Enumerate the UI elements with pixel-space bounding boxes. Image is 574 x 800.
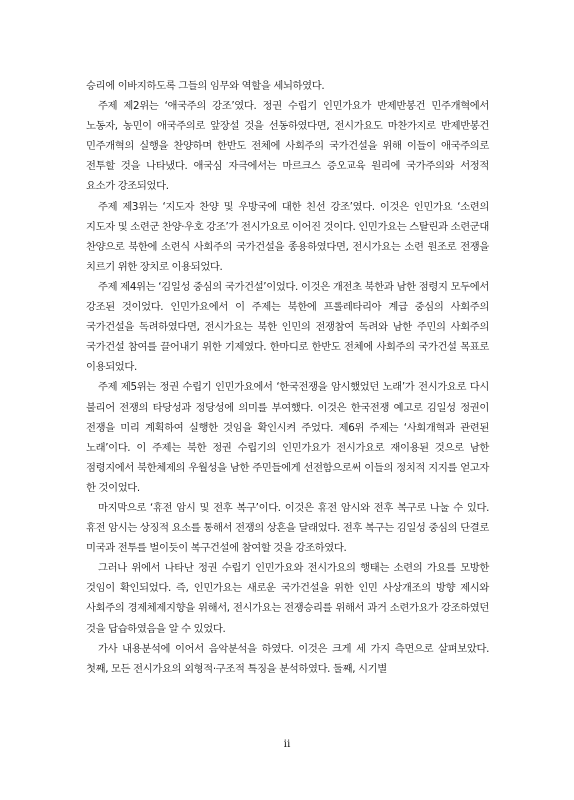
paragraph-theme-4: 주제 제4위는 ‘김일성 중심의 국가건설’이었다. 이것은 개전초 북한과 남한 점령지 모두에서 강조된 것이었다. 인민가요에서 이 주제는 북한에 프롤레타리아 계급 중심의 사회주의 국가건설을 독려하였다면, 전시가요는 북한 인민의 전쟁참여 독려와 남한 주민의 사회주의 국가건설 참여를 끌어내기 위한 기제였다. 한마디로 한반도 전체에 사회주의 국가건설 목표로 이용되었다.: [86, 280, 489, 374]
paragraph-final-theme: 마지막으로 ‘휴전 암시 및 전후 복구’이다. 이것은 휴전 암시와 전후 복구로 나눌 수 있다. 휴전 암시는 상징적 요소를 통해서 전쟁의 상흔을 달래었다. 전후 복구는 김일성 중심의 단결로 미국과 전투를 벌이듯이 복구건설에 참여할 것을 강조하였다.: [86, 501, 489, 555]
paragraph-soviet-imitation: 그러나 위에서 나타난 정권 수립기 인민가요와 전시가요의 행태는 소련의 가요를 모방한 것임이 확인되었다. 즉, 인민가요는 새로운 국가건설을 위한 인민 사상개조의 방향 제시와 사회주의 경제체제지향을 위해서, 전시가요는 전쟁승리를 위해서 과거 소련가요가 강조하였던 것을 답습하였음을 알 수 있었다.: [86, 562, 489, 635]
paragraph-theme-5-6: 주제 제5위는 정권 수립기 인민가요에서 ‘한국전쟁을 암시했었던 노래’가 전시가요로 다시 불리어 전쟁의 타당성과 정당성에 의미를 부여했다. 이것은 한국전쟁 예고로 김일성 정권이 전쟁을 미리 계획하여 실행한 것임을 확인시켜 주었다. 제6위 주제는 ‘사회개혁과 관련된 노래’이다. 이 주제는 북한 정권 수립기의 인민가요가 전시가요로 재이용된 것으로 남한 점령지에서 북한체제의 우월성을 남한 주민들에게 선전함으로써 이들의 정치적 지지를 얻고자 한 것이었다.: [86, 381, 489, 494]
paragraph-continuation: 승리에 이바지하도록 그들의 임무와 역할을 세뇌하였다.: [86, 80, 325, 92]
paragraph-theme-2: 주제 제2위는 ‘애국주의 강조’였다. 정권 수립기 인민가요가 반제반봉건 민주개혁에서 노동자, 농민이 애국주의로 앞장설 것을 선동하였다면, 전시가요도 마찬가지로 반제반봉건 민주개혁의 실행을 찬양하며 한반도 전체에 사회주의 국가건설을 위해 이들이 애국주의로 전투할 것을 나타냈다. 애국심 자극에서는 마르크스 증오교육 원리에 국가주의와 서정적 요소가 강조되었다.: [86, 100, 489, 193]
paragraph-theme-3: 주제 제3위는 ‘지도자 찬양 및 우방국에 대한 친선 강조’였다. 이것은 인민가요 ‘소련의 지도자 및 소련군 찬양·우호 강조’가 전시가요로 이어진 것이다. 인민가요는 스탈린과 소련군대 찬양으로 북한에 소련식 사회주의 국가건설을 종용하였다면, 전시가요는 소련 원조로 전쟁을 치르기 위한 장치로 이용되었다.: [86, 200, 489, 273]
body-text: [86, 76, 489, 679]
page-number: ii: [283, 738, 291, 750]
paragraph-music-analysis: 가사 내용분석에 이어서 음악분석을 하였다. 이것은 크게 세 가지 측면으로 살펴보았다. 첫째, 모든 전시가요의 외형적·구조적 특징을 분석하였다. 둘째, 시기별: [86, 642, 489, 675]
